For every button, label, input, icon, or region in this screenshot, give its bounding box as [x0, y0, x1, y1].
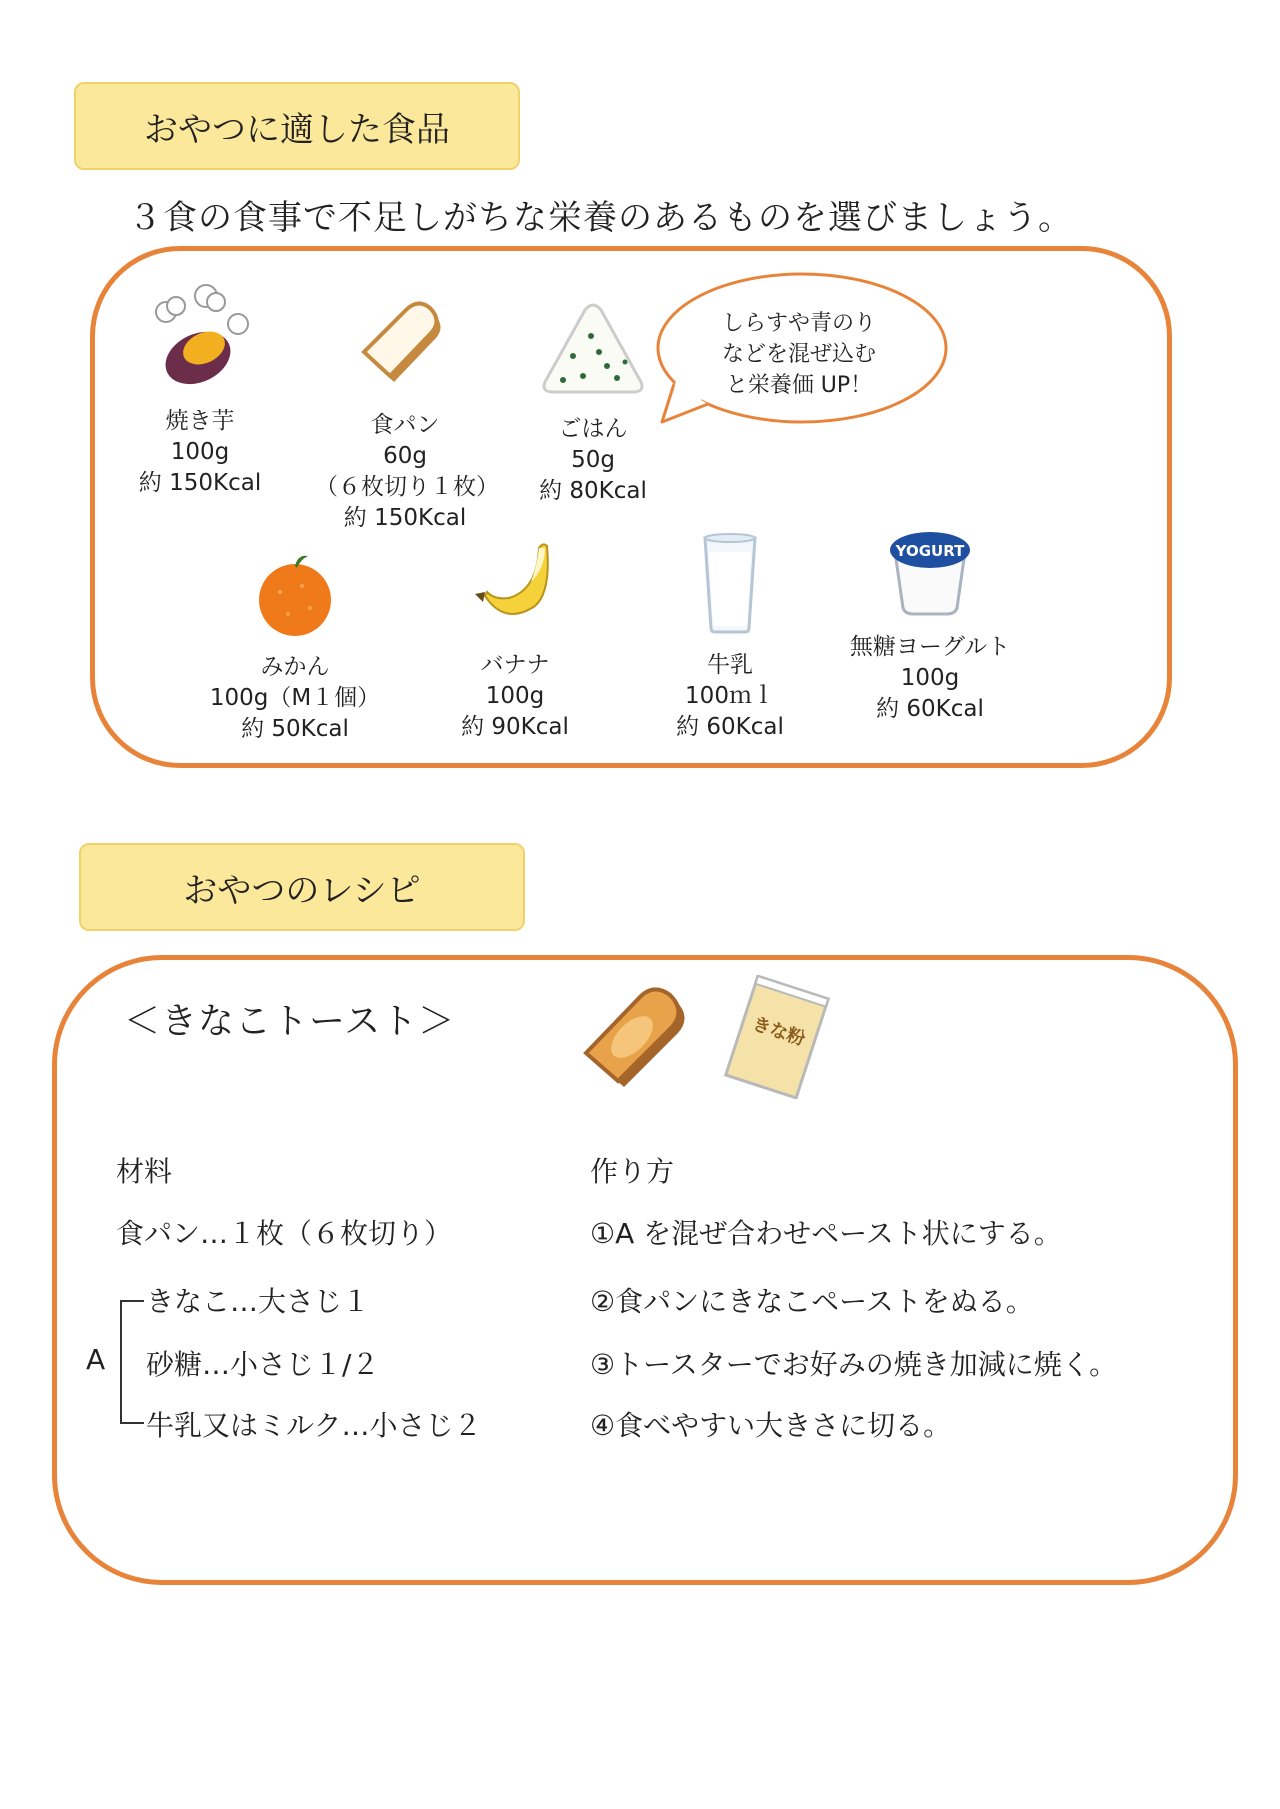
- section-heading-snack-foods: [74, 82, 520, 170]
- food-item-banana: [440, 536, 590, 743]
- bubble-line: などを混ぜ込む: [721, 342, 876, 367]
- mandarin-icon: [250, 552, 340, 638]
- section-heading-text: おやつのレシピ: [183, 870, 421, 911]
- milk-glass-icon: [695, 528, 765, 636]
- food-name: バナナ: [480, 652, 550, 678]
- food-name: 無糖ヨーグルト: [849, 634, 1011, 660]
- toast-icon: [570, 975, 710, 1099]
- ingredient-sugar: 砂糖…小さじ１/２: [146, 1348, 380, 1381]
- ingredient-milk: 牛乳又はミルク…小さじ２: [146, 1409, 482, 1442]
- food-amount: 50g: [571, 447, 615, 473]
- food-kcal: 約 50Kcal: [241, 716, 349, 742]
- bread-icon: [350, 296, 460, 396]
- ingredient-group-bracket: [120, 1300, 144, 1424]
- food-kcal: 約 150Kcal: [138, 470, 262, 496]
- yogurt-label: YOGURT: [895, 542, 965, 560]
- kinako-label: きな粉: [749, 1013, 808, 1051]
- food-name: 食パン: [370, 412, 440, 438]
- food-item-bread: [315, 296, 499, 534]
- sweet-potato-icon: [140, 282, 260, 392]
- food-kcal: 約 60Kcal: [876, 696, 984, 722]
- recipe-title: ＜きなこトースト＞: [124, 1001, 456, 1042]
- food-amount: 100g（M１個）: [209, 685, 381, 711]
- banana-icon: [465, 536, 565, 636]
- food-amount: 100ｍｌ: [685, 683, 775, 709]
- food-kcal: 約 80Kcal: [539, 478, 647, 504]
- kinako-package-icon: [722, 975, 832, 1099]
- section-subtitle: ３食の食事で不足しがちな栄養のあるものを選びましょう。: [128, 198, 1073, 238]
- food-item-rice: [518, 296, 668, 507]
- food-name: 焼き芋: [165, 408, 235, 434]
- food-item-yogurt: [840, 528, 1020, 725]
- bubble-line: しらすや青のり: [721, 311, 876, 336]
- rice-ball-icon: [533, 296, 653, 400]
- step-4: ④食べやすい大きさに切る。: [590, 1409, 952, 1442]
- food-amount: 100g: [170, 439, 230, 465]
- food-name: 牛乳: [707, 652, 753, 678]
- bubble-line: と栄養価 UP！: [725, 373, 873, 398]
- steps-header: 作り方: [590, 1155, 675, 1188]
- step-2: ②食パンにきなこペーストをぬる。: [590, 1285, 1034, 1318]
- food-kcal: 約 150Kcal: [343, 505, 467, 531]
- section-heading-text: おやつに適した食品: [144, 109, 450, 150]
- ingredient-group-label: A: [86, 1343, 106, 1376]
- food-amount: 60g: [383, 443, 427, 469]
- food-amount: 100g: [485, 683, 545, 709]
- food-item-milk: [655, 528, 805, 743]
- food-name: ごはん: [558, 416, 628, 442]
- tip-speech-bubble: [650, 272, 948, 434]
- food-name: みかん: [260, 654, 330, 680]
- speech-bubble-text: [650, 308, 948, 401]
- ingredient-kinako: きなこ…大さじ１: [146, 1285, 371, 1318]
- food-item-sweet-potato: [130, 282, 270, 499]
- step-1: ①A を混ぜ合わせペースト状にする。: [590, 1217, 1062, 1250]
- section-heading-recipe: [79, 843, 525, 931]
- ingredients-header: 材料: [116, 1155, 173, 1188]
- step-3: ③トースターでお好みの焼き加減に焼く。: [590, 1348, 1118, 1381]
- food-kcal: 約 60Kcal: [676, 714, 784, 740]
- food-item-mandarin: [200, 552, 390, 745]
- food-extra: （６枚切り１枚）: [315, 474, 499, 500]
- food-kcal: 約 90Kcal: [461, 714, 569, 740]
- food-amount: 100g: [900, 665, 960, 691]
- ingredient-bread: 食パン…１枚（６枚切り）: [116, 1217, 453, 1250]
- yogurt-icon: [885, 528, 975, 618]
